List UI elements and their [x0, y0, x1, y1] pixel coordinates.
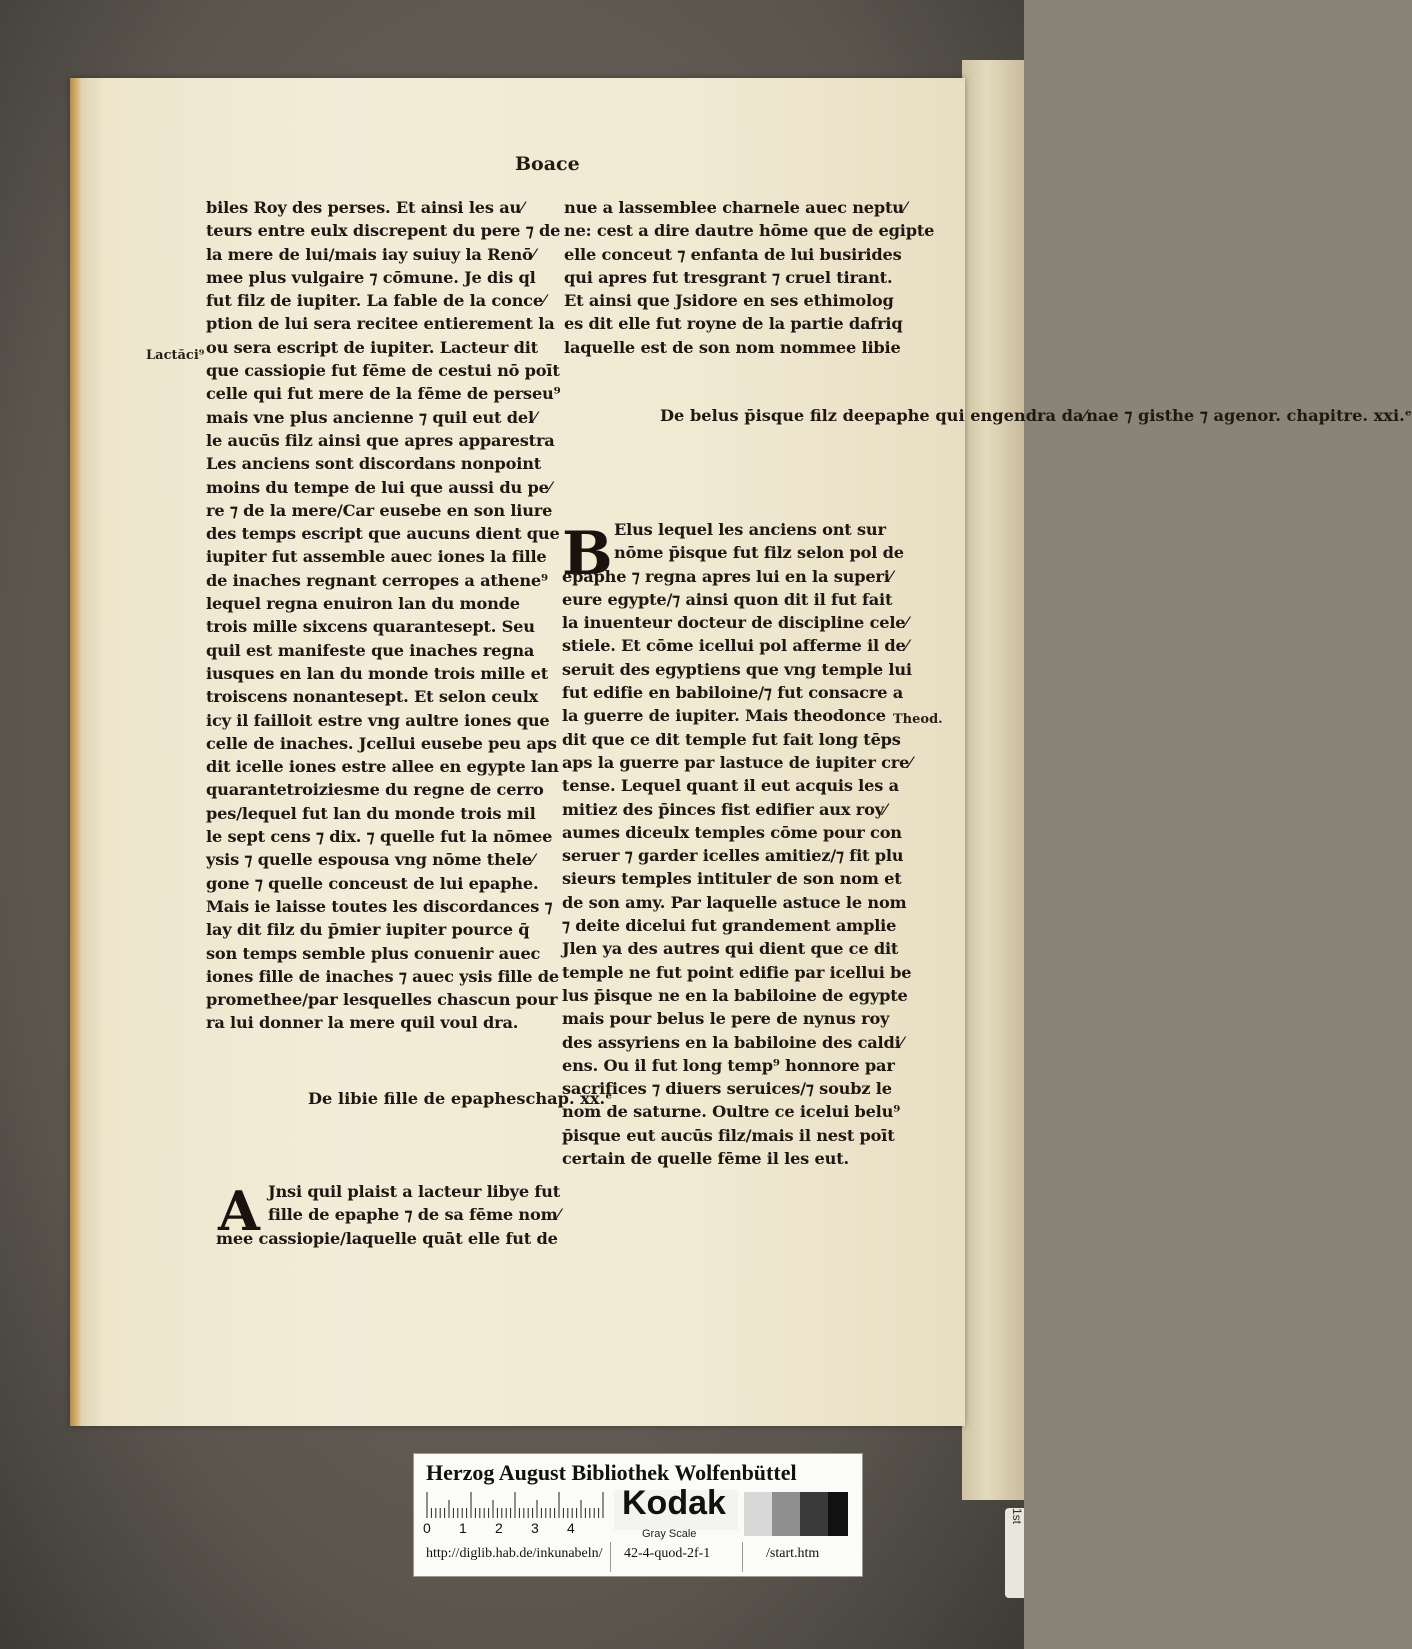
text-line: dit que ce dit temple fut fait long tēps — [562, 729, 901, 749]
target-file: /start.htm — [766, 1546, 820, 1561]
text-line: mais vne plus ancienne ⁊ quil eut del⁄ — [206, 407, 537, 427]
text-line: mee cassiopie/laquelle quāt elle fut de — [216, 1228, 558, 1248]
text-line: Et ainsi que Jsidore en ses ethimolog — [564, 291, 894, 311]
text-line: biles Roy des perses. Et ainsi les au⁄ — [206, 198, 524, 217]
text-line: lay dit filz du p̄mier iupiter pource q̄ — [206, 920, 530, 940]
chapter-heading-belus — [660, 404, 1412, 427]
right-column-body — [562, 518, 912, 1170]
text-line: que cassiopie fut fēme de cestui nō poīt — [206, 361, 560, 381]
text-line: ption de lui sera recitee entierement la — [206, 314, 555, 334]
right-column-top — [564, 196, 934, 359]
text-line: iusques en lan du monde trois mille et — [206, 663, 548, 683]
ruler-numbers — [423, 1520, 606, 1538]
text-line: seruer ⁊ garder icelles amitiez/⁊ fit plu — [562, 846, 904, 866]
text-line: temple ne fut point edifie par icellui be — [562, 962, 912, 982]
text-line: stiele. Et cōme icellui pol afferme il de⁄ — [562, 636, 909, 656]
text-line: mais pour belus le pere de nynus roy — [562, 1009, 890, 1029]
text-line: la guerre de iupiter. Mais theodonce — [562, 706, 886, 726]
text-line: nae ⁊ gisthe ⁊ agenor. cha — [1086, 406, 1319, 425]
text-line: chap. xx.ᵉ — [525, 1089, 613, 1108]
text-line: troiscens nonantesept. Et selon ceulx — [206, 687, 539, 707]
footer-divider — [742, 1542, 743, 1572]
text-line: teurs entre eulx discrepent du pere ⁊ de — [206, 221, 561, 241]
text-line: nom de saturne. Oultre ce icelui belu⁹ — [562, 1102, 901, 1122]
text-line: des assyriens en la babiloine des caldi⁄ — [562, 1032, 904, 1052]
text-line: quil est manifeste que inaches regna — [206, 640, 535, 660]
target-shelfmark: 42-4-quod-2f-1 — [624, 1546, 711, 1561]
text-line: promethee/par lesquelles chascun pour — [206, 990, 558, 1010]
text-line: tense. Lequel quant il eut acquis les a — [562, 776, 899, 796]
margin-note-right: Theod. — [893, 712, 943, 727]
text-line: icy il failloit estre vng aultre iones que — [206, 710, 550, 730]
text-line: de son amy. Par laquelle astuce le nom — [562, 892, 907, 912]
text-line: elle conceut ⁊ enfanta de lui busirides — [564, 244, 902, 264]
decorated-initial-a: A — [218, 1179, 260, 1243]
text-line: la inuenteur docteur de discipline cele⁄ — [562, 613, 908, 633]
text-line: Mais ie laisse toutes les discordances ⁊ — [206, 896, 553, 916]
page-gutter-edge — [70, 78, 82, 1426]
text-line: De libie fille de epaphes — [308, 1089, 526, 1108]
text-line: mee plus vulgaire ⁊ cōmune. Je dis ql — [206, 267, 536, 287]
text-line: epaphe qui engendra da⁄ — [864, 406, 1087, 425]
text-line: eure egypte/⁊ ainsi quon dit il fut fait — [562, 589, 893, 609]
text-line: nue a lassemblee charnele auec neptu⁄ — [564, 198, 907, 217]
text-line: la mere de lui/mais iay suiuy la Renō⁄ — [206, 244, 536, 264]
side-tab: 1st — [1005, 1508, 1024, 1598]
scale-ruler — [426, 1492, 606, 1518]
text-line: de inaches regnant cerropes a athene⁹ — [206, 570, 548, 590]
text-line: Jnsi quil plaist a lacteur libye fut — [268, 1182, 560, 1201]
gray-patch-light — [744, 1492, 772, 1536]
facing-page-edge — [962, 60, 1024, 1500]
left-column-bottom — [216, 1180, 560, 1250]
kodak-logo: Kodak — [622, 1484, 726, 1522]
text-line: ra lui donner la mere quil voul dra. — [206, 1013, 519, 1033]
text-line: Elus lequel les anciens ont sur — [614, 520, 886, 539]
target-url: http://diglib.hab.de/inkunabeln/ — [426, 1546, 603, 1561]
text-line: sieurs temples intituler de son nom et — [562, 869, 902, 889]
text-line: De belus p̄isque filz de — [660, 406, 865, 425]
text-line: dit icelle iones estre allee en egypte lan — [206, 757, 559, 777]
gray-patch-dark — [800, 1492, 828, 1536]
ruler-number: 1 — [459, 1520, 467, 1536]
text-line: ens. Ou il fut long temp⁹ honnore par — [562, 1055, 895, 1075]
text-line: trois mille sixcens quarantesept. Seu — [206, 617, 535, 637]
ruler-number: 2 — [495, 1520, 503, 1536]
text-line: lequel regna enuiron lan du monde — [206, 594, 520, 614]
text-line: aps la guerre par lastuce de iupiter cre⁄ — [562, 752, 912, 772]
text-line: pitre. xxi.ᵉ — [1318, 406, 1412, 425]
text-line: iupiter fut assemble auec iones la fille — [206, 547, 547, 567]
ruler-number: 4 — [567, 1520, 575, 1536]
text-line: p̄isque eut aucūs filz/mais il nest poīt — [562, 1125, 895, 1145]
text-line: fut filz de iupiter. La fable de la conce⁄ — [206, 291, 546, 311]
text-line: ⁊ deite dicelui fut grandement amplie — [562, 916, 897, 936]
text-line: epaphe ⁊ regna apres lui en la superi⁄ — [562, 566, 893, 586]
text-line: iones fille de inaches ⁊ auec ysis fille de — [206, 966, 559, 986]
gray-patch-black — [828, 1492, 848, 1536]
text-line: fut edifie en babiloine/⁊ fut consacre a — [562, 683, 904, 703]
text-line: sacrifices ⁊ diuers seruices/⁊ soubz le — [562, 1079, 892, 1099]
text-line: le aucūs filz ainsi que apres apparestra — [206, 430, 555, 450]
text-line: seruit des egyptiens que vng temple lui — [562, 659, 912, 679]
text-line: ne: cest a dire dautre hōme que de egipte — [564, 221, 935, 241]
text-line: moins du tempe de lui que aussi du pe⁄ — [206, 477, 552, 497]
chapter-heading-libie — [308, 1087, 612, 1110]
text-line: gone ⁊ quelle conceust de lui epaphe. — [206, 873, 539, 893]
decorated-initial-b: B — [562, 519, 613, 589]
running-head: Boace — [515, 153, 580, 175]
text-line: ou sera escript de iupiter. Lacteur dit — [206, 337, 538, 357]
text-line: quarantetroiziesme du regne de cerro — [206, 780, 544, 800]
text-line: certain de quelle fēme il les eut. — [562, 1149, 849, 1169]
text-line: nōme p̄isque fut filz selon pol de — [614, 543, 904, 563]
text-line: son temps semble plus conuenir auec — [206, 943, 541, 963]
text-line: des temps escript que aucuns dient que — [206, 524, 560, 544]
text-line: pes/lequel fut lan du monde trois mil — [206, 803, 536, 823]
color-target-card — [413, 1453, 863, 1577]
footer-divider — [610, 1542, 611, 1572]
ruler-number: 3 — [531, 1520, 539, 1536]
text-line: celle qui fut mere de la fēme de perseu⁹ — [206, 384, 561, 404]
text-line: laquelle est de son nom nommee libie — [564, 337, 901, 357]
ruler-number: 0 — [423, 1520, 431, 1536]
text-line: mitiez des p̄inces fist edifier aux roy⁄ — [562, 799, 887, 819]
text-line: Les anciens sont discordans nonpoint — [206, 454, 542, 474]
gray-scale-label: Gray Scale — [642, 1528, 697, 1540]
text-line: qui apres fut tresgrant ⁊ cruel tirant. — [564, 267, 893, 287]
text-line: fille de epaphe ⁊ de sa fēme nom⁄ — [268, 1205, 561, 1225]
text-line: lus p̄isque ne en la babiloine de egypte — [562, 985, 908, 1005]
text-line: le sept cens ⁊ dix. ⁊ quelle fut la nōmee — [206, 827, 553, 847]
text-line: ysis ⁊ quelle espousa vng nōme thele⁄ — [206, 850, 535, 870]
library-name: Herzog August Bibliothek Wolfenbüttel — [426, 1460, 797, 1485]
text-line: aumes diceulx temples cōme pour con — [562, 822, 902, 842]
margin-note-left: Lactăci⁹ — [146, 348, 205, 363]
text-line: celle de inaches. Jcellui eusebe peu aps — [206, 733, 557, 753]
left-column-top — [206, 196, 561, 1035]
text-line: es dit elle fut royne de la partie dafriq — [564, 314, 903, 334]
text-line: re ⁊ de la mere/Car eusebe en son liure — [206, 500, 553, 520]
gray-patch-mid — [772, 1492, 800, 1536]
text-line: Jlen ya des autres qui dient que ce dit — [562, 939, 899, 959]
